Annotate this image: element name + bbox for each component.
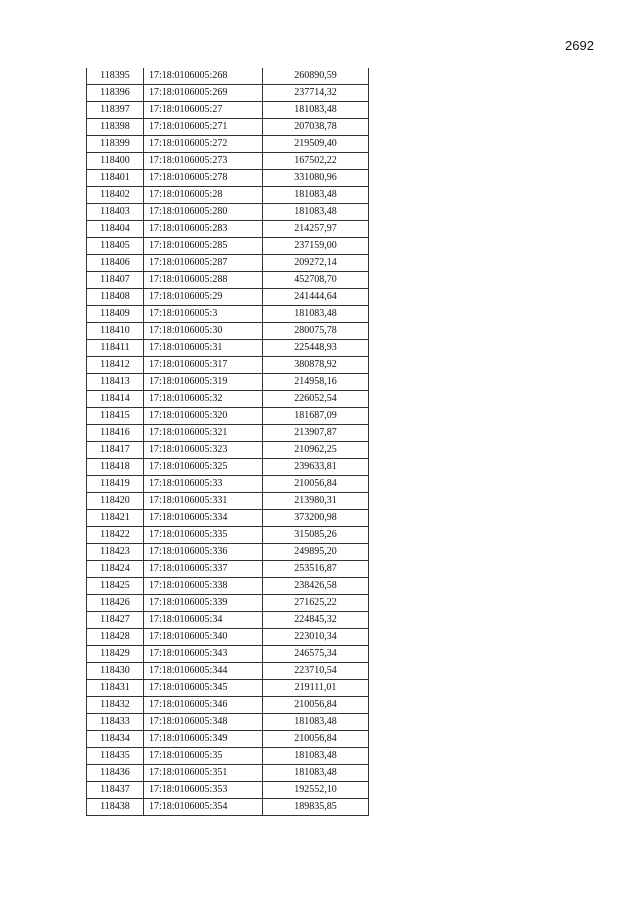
row-number-cell: 118429 bbox=[87, 646, 144, 663]
table-row bbox=[87, 697, 369, 714]
value-cell: 189835,85 bbox=[263, 799, 369, 816]
cadastral-number-cell: 17:18:0106005:348 bbox=[144, 714, 263, 731]
table-row bbox=[87, 238, 369, 255]
row-number-cell: 118413 bbox=[87, 374, 144, 391]
row-number-cell: 118410 bbox=[87, 323, 144, 340]
cadastral-number-cell: 17:18:0106005:349 bbox=[144, 731, 263, 748]
row-number-cell: 118432 bbox=[87, 697, 144, 714]
cadastral-number-cell: 17:18:0106005:27 bbox=[144, 102, 263, 119]
value-cell: 237159,00 bbox=[263, 238, 369, 255]
value-cell: 192552,10 bbox=[263, 782, 369, 799]
row-number-cell: 118424 bbox=[87, 561, 144, 578]
cadastral-number-cell: 17:18:0106005:338 bbox=[144, 578, 263, 595]
table-row bbox=[87, 85, 369, 102]
table-row bbox=[87, 306, 369, 323]
registry-table bbox=[86, 68, 369, 816]
row-number-cell: 118436 bbox=[87, 765, 144, 782]
table-row bbox=[87, 527, 369, 544]
value-cell: 213980,31 bbox=[263, 493, 369, 510]
row-number-cell: 118430 bbox=[87, 663, 144, 680]
value-cell: 167502,22 bbox=[263, 153, 369, 170]
table-row bbox=[87, 476, 369, 493]
value-cell: 331080,96 bbox=[263, 170, 369, 187]
cadastral-number-cell: 17:18:0106005:280 bbox=[144, 204, 263, 221]
cadastral-number-cell: 17:18:0106005:269 bbox=[144, 85, 263, 102]
row-number-cell: 118396 bbox=[87, 85, 144, 102]
table-row bbox=[87, 544, 369, 561]
cadastral-number-cell: 17:18:0106005:340 bbox=[144, 629, 263, 646]
cadastral-number-cell: 17:18:0106005:283 bbox=[144, 221, 263, 238]
value-cell: 210056,84 bbox=[263, 731, 369, 748]
table-row bbox=[87, 119, 369, 136]
value-cell: 207038,78 bbox=[263, 119, 369, 136]
row-number-cell: 118414 bbox=[87, 391, 144, 408]
value-cell: 260890,59 bbox=[263, 68, 369, 85]
value-cell: 210056,84 bbox=[263, 697, 369, 714]
row-number-cell: 118409 bbox=[87, 306, 144, 323]
value-cell: 380878,92 bbox=[263, 357, 369, 374]
value-cell: 213907,87 bbox=[263, 425, 369, 442]
cadastral-number-cell: 17:18:0106005:28 bbox=[144, 187, 263, 204]
cadastral-number-cell: 17:18:0106005:285 bbox=[144, 238, 263, 255]
table-row bbox=[87, 442, 369, 459]
cadastral-number-cell: 17:18:0106005:335 bbox=[144, 527, 263, 544]
table-row bbox=[87, 68, 369, 85]
value-cell: 181083,48 bbox=[263, 748, 369, 765]
table-row bbox=[87, 561, 369, 578]
row-number-cell: 118435 bbox=[87, 748, 144, 765]
cadastral-number-cell: 17:18:0106005:278 bbox=[144, 170, 263, 187]
table-row bbox=[87, 765, 369, 782]
value-cell: 214958,16 bbox=[263, 374, 369, 391]
value-cell: 223710,54 bbox=[263, 663, 369, 680]
table-row bbox=[87, 255, 369, 272]
value-cell: 224845,32 bbox=[263, 612, 369, 629]
cadastral-number-cell: 17:18:0106005:351 bbox=[144, 765, 263, 782]
table-row bbox=[87, 459, 369, 476]
value-cell: 210056,84 bbox=[263, 476, 369, 493]
table-row bbox=[87, 102, 369, 119]
cadastral-number-cell: 17:18:0106005:271 bbox=[144, 119, 263, 136]
cadastral-number-cell: 17:18:0106005:35 bbox=[144, 748, 263, 765]
value-cell: 181083,48 bbox=[263, 306, 369, 323]
row-number-cell: 118404 bbox=[87, 221, 144, 238]
table-row bbox=[87, 680, 369, 697]
cadastral-number-cell: 17:18:0106005:323 bbox=[144, 442, 263, 459]
value-cell: 219111,01 bbox=[263, 680, 369, 697]
value-cell: 237714,32 bbox=[263, 85, 369, 102]
row-number-cell: 118426 bbox=[87, 595, 144, 612]
cadastral-number-cell: 17:18:0106005:343 bbox=[144, 646, 263, 663]
row-number-cell: 118419 bbox=[87, 476, 144, 493]
row-number-cell: 118431 bbox=[87, 680, 144, 697]
cadastral-number-cell: 17:18:0106005:319 bbox=[144, 374, 263, 391]
cadastral-number-cell: 17:18:0106005:31 bbox=[144, 340, 263, 357]
cadastral-number-cell: 17:18:0106005:3 bbox=[144, 306, 263, 323]
table-row bbox=[87, 714, 369, 731]
value-cell: 181083,48 bbox=[263, 765, 369, 782]
row-number-cell: 118402 bbox=[87, 187, 144, 204]
cadastral-number-cell: 17:18:0106005:288 bbox=[144, 272, 263, 289]
value-cell: 225448,93 bbox=[263, 340, 369, 357]
value-cell: 315085,26 bbox=[263, 527, 369, 544]
table-row bbox=[87, 187, 369, 204]
table-row bbox=[87, 374, 369, 391]
row-number-cell: 118438 bbox=[87, 799, 144, 816]
value-cell: 373200,98 bbox=[263, 510, 369, 527]
table-row bbox=[87, 289, 369, 306]
table-row bbox=[87, 136, 369, 153]
cadastral-number-cell: 17:18:0106005:32 bbox=[144, 391, 263, 408]
row-number-cell: 118399 bbox=[87, 136, 144, 153]
table-row bbox=[87, 646, 369, 663]
cadastral-number-cell: 17:18:0106005:29 bbox=[144, 289, 263, 306]
cadastral-number-cell: 17:18:0106005:334 bbox=[144, 510, 263, 527]
value-cell: 249895,20 bbox=[263, 544, 369, 561]
table-row bbox=[87, 204, 369, 221]
cadastral-number-cell: 17:18:0106005:34 bbox=[144, 612, 263, 629]
table-row bbox=[87, 170, 369, 187]
value-cell: 181083,48 bbox=[263, 714, 369, 731]
cadastral-number-cell: 17:18:0106005:346 bbox=[144, 697, 263, 714]
row-number-cell: 118406 bbox=[87, 255, 144, 272]
value-cell: 238426,58 bbox=[263, 578, 369, 595]
table-row bbox=[87, 323, 369, 340]
row-number-cell: 118401 bbox=[87, 170, 144, 187]
row-number-cell: 118428 bbox=[87, 629, 144, 646]
table-row bbox=[87, 153, 369, 170]
table-row bbox=[87, 799, 369, 816]
value-cell: 239633,81 bbox=[263, 459, 369, 476]
table-row bbox=[87, 595, 369, 612]
row-number-cell: 118405 bbox=[87, 238, 144, 255]
cadastral-number-cell: 17:18:0106005:268 bbox=[144, 68, 263, 85]
row-number-cell: 118415 bbox=[87, 408, 144, 425]
value-cell: 280075,78 bbox=[263, 323, 369, 340]
table-row bbox=[87, 493, 369, 510]
cadastral-number-cell: 17:18:0106005:272 bbox=[144, 136, 263, 153]
row-number-cell: 118423 bbox=[87, 544, 144, 561]
cadastral-number-cell: 17:18:0106005:354 bbox=[144, 799, 263, 816]
row-number-cell: 118395 bbox=[87, 68, 144, 85]
row-number-cell: 118422 bbox=[87, 527, 144, 544]
cadastral-number-cell: 17:18:0106005:325 bbox=[144, 459, 263, 476]
table-row bbox=[87, 782, 369, 799]
table-row bbox=[87, 272, 369, 289]
cadastral-number-cell: 17:18:0106005:345 bbox=[144, 680, 263, 697]
value-cell: 181687,09 bbox=[263, 408, 369, 425]
value-cell: 181083,48 bbox=[263, 187, 369, 204]
row-number-cell: 118411 bbox=[87, 340, 144, 357]
row-number-cell: 118408 bbox=[87, 289, 144, 306]
value-cell: 219509,40 bbox=[263, 136, 369, 153]
cadastral-number-cell: 17:18:0106005:320 bbox=[144, 408, 263, 425]
value-cell: 241444,64 bbox=[263, 289, 369, 306]
table-row bbox=[87, 408, 369, 425]
table-row bbox=[87, 340, 369, 357]
row-number-cell: 118412 bbox=[87, 357, 144, 374]
cadastral-number-cell: 17:18:0106005:321 bbox=[144, 425, 263, 442]
cadastral-number-cell: 17:18:0106005:33 bbox=[144, 476, 263, 493]
table-row bbox=[87, 731, 369, 748]
cadastral-number-cell: 17:18:0106005:287 bbox=[144, 255, 263, 272]
table-row bbox=[87, 510, 369, 527]
value-cell: 210962,25 bbox=[263, 442, 369, 459]
registry-table-body bbox=[87, 68, 369, 816]
cadastral-number-cell: 17:18:0106005:353 bbox=[144, 782, 263, 799]
row-number-cell: 118434 bbox=[87, 731, 144, 748]
value-cell: 214257,97 bbox=[263, 221, 369, 238]
row-number-cell: 118417 bbox=[87, 442, 144, 459]
row-number-cell: 118397 bbox=[87, 102, 144, 119]
row-number-cell: 118421 bbox=[87, 510, 144, 527]
table-row bbox=[87, 391, 369, 408]
value-cell: 181083,48 bbox=[263, 204, 369, 221]
table-row bbox=[87, 612, 369, 629]
row-number-cell: 118398 bbox=[87, 119, 144, 136]
row-number-cell: 118416 bbox=[87, 425, 144, 442]
table-row bbox=[87, 663, 369, 680]
row-number-cell: 118403 bbox=[87, 204, 144, 221]
table-row bbox=[87, 425, 369, 442]
value-cell: 181083,48 bbox=[263, 102, 369, 119]
table-row bbox=[87, 748, 369, 765]
cadastral-number-cell: 17:18:0106005:344 bbox=[144, 663, 263, 680]
cadastral-number-cell: 17:18:0106005:331 bbox=[144, 493, 263, 510]
cadastral-number-cell: 17:18:0106005:30 bbox=[144, 323, 263, 340]
value-cell: 452708,70 bbox=[263, 272, 369, 289]
cadastral-number-cell: 17:18:0106005:337 bbox=[144, 561, 263, 578]
table-row bbox=[87, 578, 369, 595]
table-row bbox=[87, 221, 369, 238]
row-number-cell: 118433 bbox=[87, 714, 144, 731]
cadastral-number-cell: 17:18:0106005:317 bbox=[144, 357, 263, 374]
value-cell: 246575,34 bbox=[263, 646, 369, 663]
page-number: 2692 bbox=[565, 38, 594, 53]
row-number-cell: 118407 bbox=[87, 272, 144, 289]
value-cell: 209272,14 bbox=[263, 255, 369, 272]
row-number-cell: 118418 bbox=[87, 459, 144, 476]
cadastral-number-cell: 17:18:0106005:339 bbox=[144, 595, 263, 612]
value-cell: 253516,87 bbox=[263, 561, 369, 578]
value-cell: 226052,54 bbox=[263, 391, 369, 408]
row-number-cell: 118420 bbox=[87, 493, 144, 510]
row-number-cell: 118400 bbox=[87, 153, 144, 170]
value-cell: 271625,22 bbox=[263, 595, 369, 612]
value-cell: 223010,34 bbox=[263, 629, 369, 646]
row-number-cell: 118437 bbox=[87, 782, 144, 799]
cadastral-number-cell: 17:18:0106005:336 bbox=[144, 544, 263, 561]
cadastral-number-cell: 17:18:0106005:273 bbox=[144, 153, 263, 170]
table-row bbox=[87, 629, 369, 646]
row-number-cell: 118425 bbox=[87, 578, 144, 595]
row-number-cell: 118427 bbox=[87, 612, 144, 629]
table-row bbox=[87, 357, 369, 374]
